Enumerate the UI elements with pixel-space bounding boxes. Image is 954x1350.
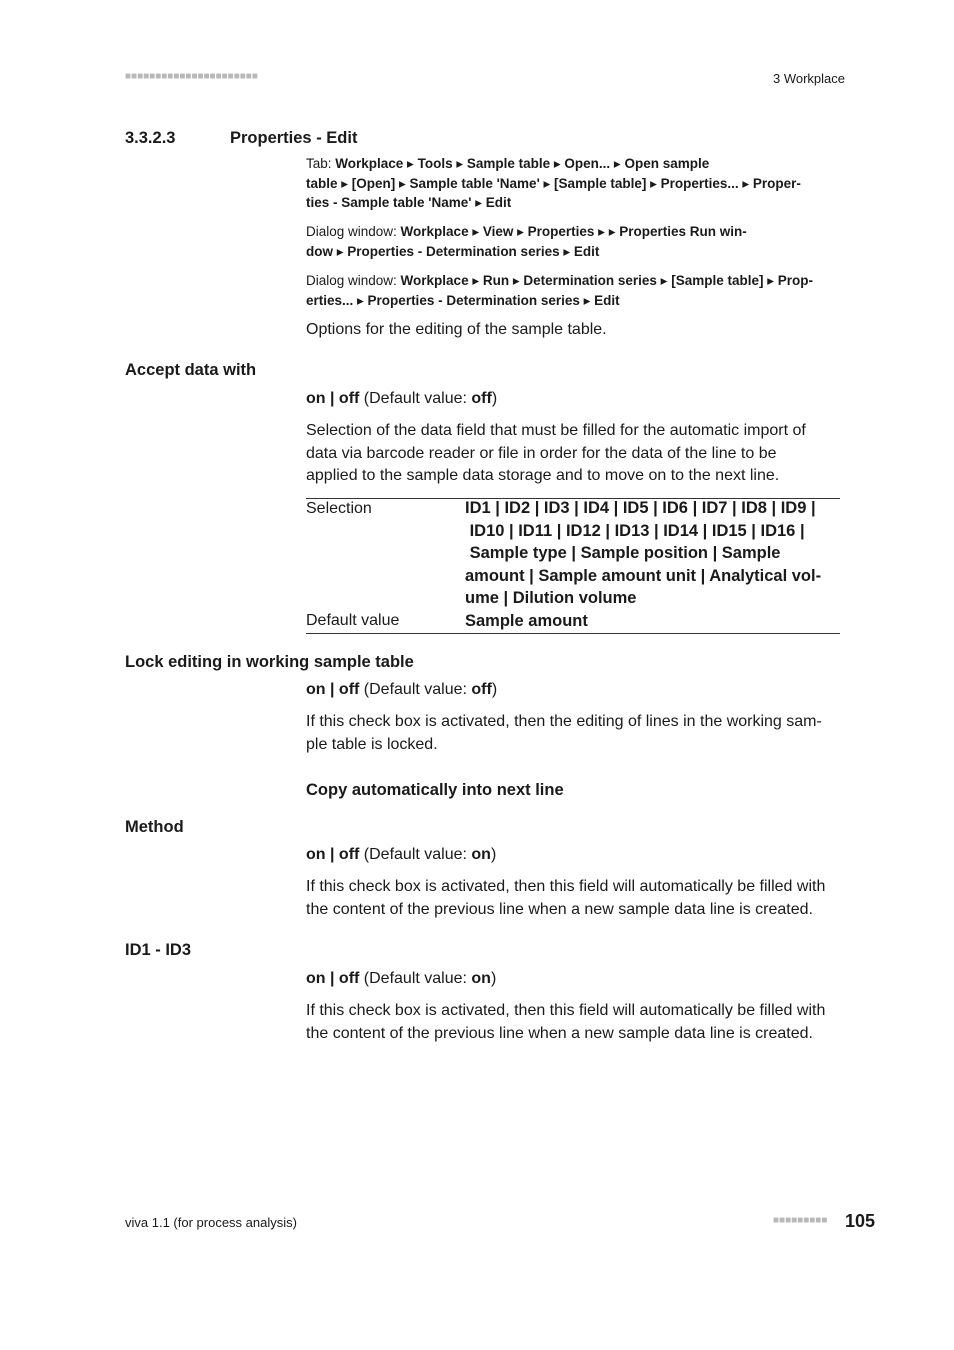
nav-path-text: Workplace ▸ Run ▸ Determination series ▸ [Sample table] ▸ Prop- xyxy=(400,273,813,288)
default-prefix: (Default value: xyxy=(359,970,472,987)
selection-line: amount | Sample amount unit | Analytical vol- xyxy=(465,566,822,585)
nav-prefix: Tab: xyxy=(306,156,336,171)
default-prefix: (Default value: xyxy=(359,846,472,863)
default-value-cell: Sample amount xyxy=(465,612,588,630)
nav-path-tab xyxy=(306,154,840,213)
accept-data-label: Accept data with xyxy=(125,361,257,379)
ids-description xyxy=(306,1000,842,1045)
nav-path-text: erties... ▸ Properties - Determination series ▸ Edit xyxy=(306,292,620,308)
nav-path-line xyxy=(306,242,840,262)
nav-path-line xyxy=(306,193,840,213)
lock-editing-description xyxy=(306,711,842,756)
method-description xyxy=(306,876,842,921)
description-line: applied to the sample data storage and to move on to the next line. xyxy=(306,467,780,484)
ids-label: ID1 - ID3 xyxy=(125,941,192,959)
description-line: If this check box is activated, then this field will automatically be filled with xyxy=(306,878,826,895)
nav-path-dialog-run xyxy=(306,271,840,310)
onoff-text: on | off xyxy=(306,846,360,863)
onoff-text: on | off xyxy=(306,970,360,987)
default-suffix: ) xyxy=(491,390,498,407)
nav-path-line xyxy=(306,174,840,194)
nav-path-text: dow ▸ Properties - Determination series ▸ Edit xyxy=(306,243,600,259)
nav-path-line xyxy=(306,291,840,311)
description-line: If this check box is activated, then the editing of lines in the working sam- xyxy=(306,713,822,730)
default-suffix: ) xyxy=(490,970,497,987)
selection-line: ume | Dilution volume xyxy=(465,589,637,607)
nav-path-text: ties - Sample table 'Name' ▸ Edit xyxy=(306,195,512,210)
default-value: on xyxy=(471,970,491,987)
lock-editing-default xyxy=(306,679,842,702)
nav-path-line xyxy=(306,154,840,174)
nav-prefix: Dialog window: xyxy=(306,273,401,288)
lock-editing-label: Lock editing in working sample table xyxy=(125,653,414,671)
selection-line: ID1 | ID2 | ID3 | ID4 | ID5 | ID6 | ID7 | ID8 | ID9 | xyxy=(465,499,816,517)
onoff-text: on | off xyxy=(306,390,360,407)
method-default xyxy=(306,844,842,867)
copy-heading: Copy automatically into next line xyxy=(306,781,564,799)
default-prefix: (Default value: xyxy=(359,681,472,698)
description-line: the content of the previous line when a new sample data line is created. xyxy=(306,900,813,918)
nav-path-text: table ▸ [Open] ▸ Sample table 'Name' ▸ [Sample table] ▸ Properties... ▸ Proper- xyxy=(306,175,801,191)
selection-label: Selection xyxy=(306,500,372,517)
footer-product: viva 1.1 (for process analysis) xyxy=(125,1215,297,1230)
nav-prefix: Dialog window: xyxy=(306,224,401,239)
intro-text: Options for the editing of the sample table. xyxy=(306,321,607,338)
accept-data-default xyxy=(306,388,842,411)
chapter-title: 3 Workplace xyxy=(773,71,846,86)
section-title: Properties - Edit xyxy=(230,129,358,147)
default-value: on xyxy=(471,846,491,863)
accept-data-description xyxy=(306,420,842,488)
description-line: the content of the previous line when a new sample data line is created. xyxy=(306,1024,813,1042)
footer-decoration: ■■■■■■■■■ xyxy=(773,1215,828,1226)
nav-path-dialog-view xyxy=(306,222,840,261)
ids-default xyxy=(306,968,842,991)
method-label: Method xyxy=(125,818,184,836)
nav-path-text: Workplace ▸ Tools ▸ Sample table ▸ Open... ▸ Open sample xyxy=(335,156,710,171)
default-value: off xyxy=(471,390,492,407)
description-line: ple table is locked. xyxy=(306,735,438,753)
description-line: If this check box is activated, then this field will automatically be filled with xyxy=(306,1002,826,1019)
default-value-label: Default value xyxy=(306,612,400,629)
section-number: 3.3.2.3 xyxy=(125,129,176,147)
description-line: Selection of the data field that must be filled for the automatic import of xyxy=(306,422,806,439)
nav-path-text: Workplace ▸ View ▸ Properties ▸ ▸ Properties Run win- xyxy=(400,224,747,239)
default-prefix: (Default value: xyxy=(359,390,472,407)
nav-path-line xyxy=(306,271,840,291)
default-value: off xyxy=(471,681,492,698)
onoff-text: on | off xyxy=(306,681,360,698)
default-suffix: ) xyxy=(490,846,497,863)
default-suffix: ) xyxy=(491,681,498,698)
selection-values xyxy=(465,497,841,610)
selection-line: Sample type | Sample position | Sample xyxy=(465,544,781,562)
nav-path-line xyxy=(306,222,840,242)
header-decoration: ■■■■■■■■■■■■■■■■■■■■■■ xyxy=(125,71,258,82)
page-number: 105 xyxy=(845,1211,876,1231)
table-bottom-rule xyxy=(306,633,840,634)
selection-line: ID10 | ID11 | ID12 | ID13 | ID14 | ID15 | ID16 | xyxy=(465,521,805,540)
description-line: data via barcode reader or file in order for the data of the line to be xyxy=(306,444,777,462)
